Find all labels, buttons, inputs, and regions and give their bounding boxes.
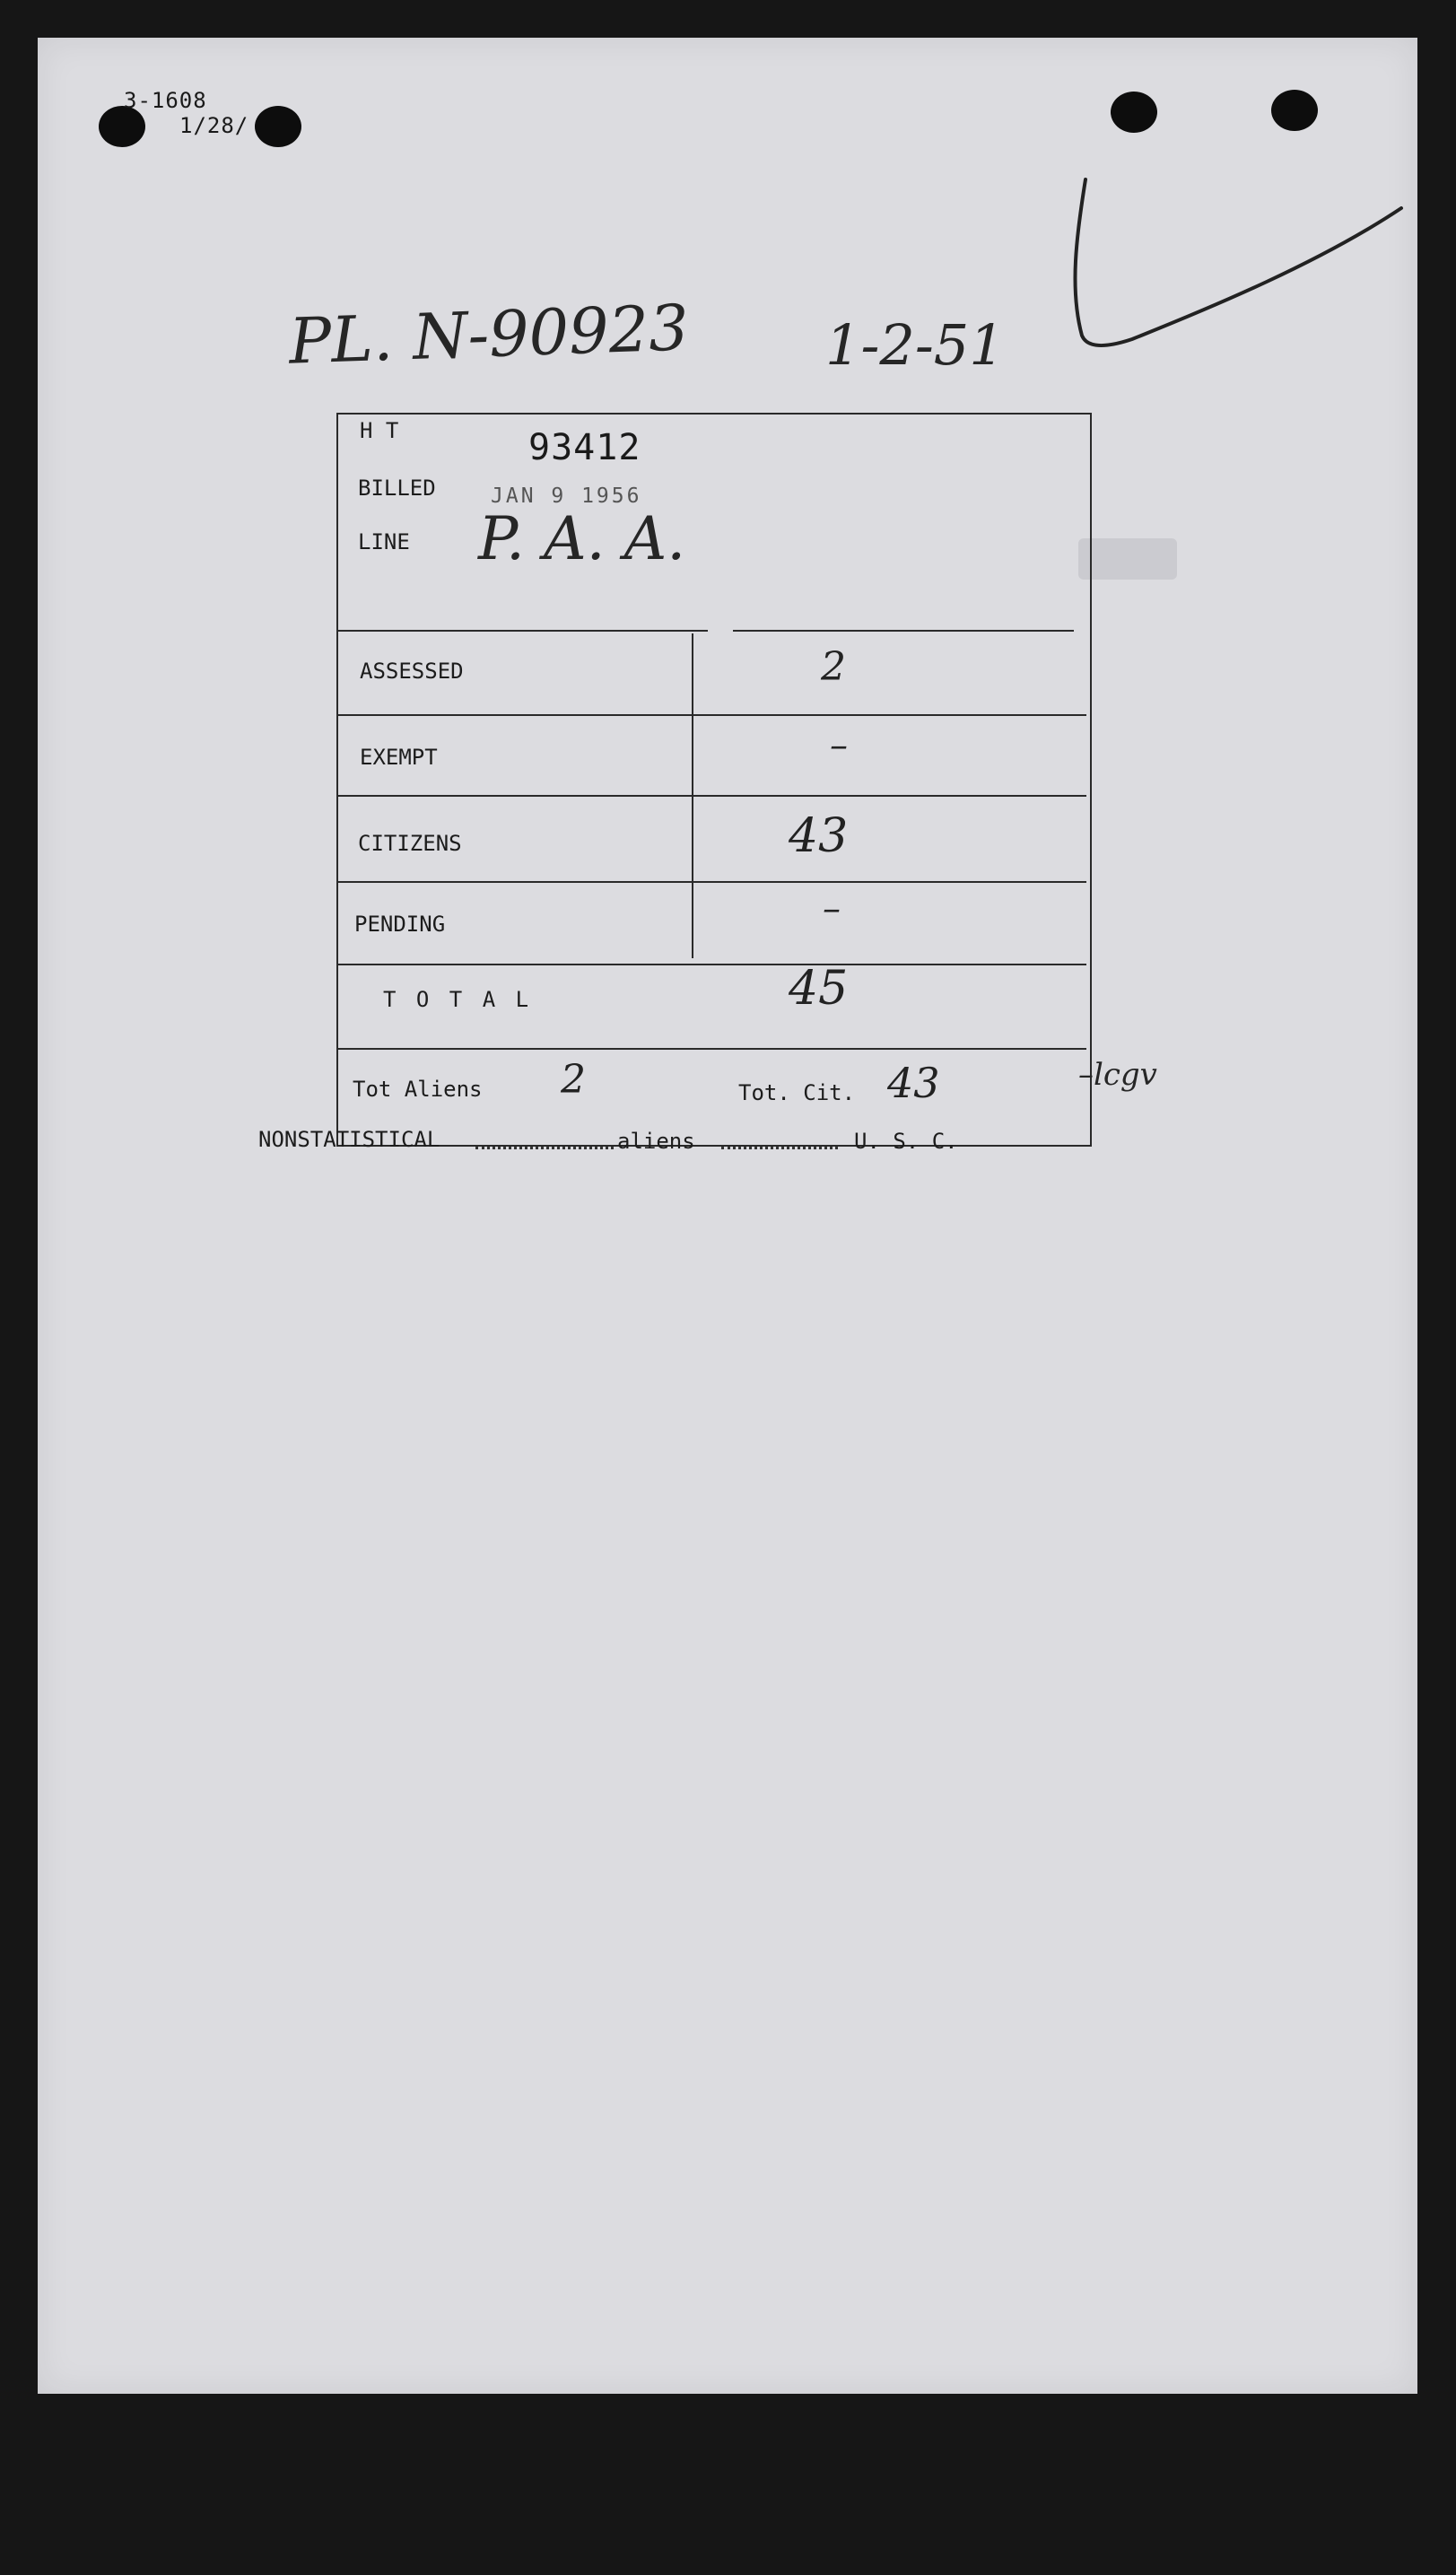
punch-hole	[1111, 92, 1157, 133]
total-label: T O T A L	[383, 987, 533, 1012]
aliens-label: aliens	[617, 1129, 695, 1154]
ht-label: H T	[360, 418, 399, 443]
row-divider	[338, 1048, 1086, 1050]
punch-hole	[255, 106, 301, 147]
tot-cit-value: 43	[887, 1059, 940, 1107]
divider	[733, 630, 1074, 632]
form-revision: 1/28/	[179, 113, 249, 138]
handwritten-date: 1-2-51	[825, 312, 1005, 378]
divider	[338, 630, 708, 632]
document-page	[38, 38, 1417, 2394]
exempt-label: EXEMPT	[360, 745, 438, 770]
margin-note: –lcgv	[1078, 1057, 1157, 1093]
tot-aliens-label: Tot Aliens	[353, 1077, 483, 1102]
usc-label: U. S. C.	[854, 1129, 958, 1154]
nonstatistical-label: NONSTATISTICAL	[258, 1127, 440, 1152]
assessed-value: 2	[821, 644, 846, 690]
file-number: PL. N-90923	[287, 291, 690, 379]
ht-number: 93412	[528, 427, 641, 468]
exempt-value: –	[830, 725, 848, 766]
row-divider	[338, 881, 1086, 883]
punch-hole	[1271, 90, 1318, 131]
aliens-blank	[721, 1147, 838, 1149]
nonstatistical-blank	[475, 1147, 614, 1149]
citizens-label: CITIZENS	[358, 831, 462, 856]
billed-stamp: JAN 9 1956	[491, 484, 642, 508]
line-value: P. A. A.	[478, 504, 686, 573]
form-number: 3-1608	[124, 88, 207, 113]
billed-label: BILLED	[358, 476, 436, 501]
check-mark	[1051, 172, 1410, 406]
row-divider	[338, 795, 1086, 797]
row-divider	[338, 964, 1086, 965]
assessed-label: ASSESSED	[360, 659, 464, 684]
pending-value: –	[823, 888, 841, 930]
citizens-value: 43	[789, 809, 849, 863]
pending-label: PENDING	[354, 912, 446, 937]
row-divider	[338, 714, 1086, 716]
line-label: LINE	[358, 529, 410, 554]
faint-mark	[1078, 538, 1177, 580]
manifest-tally-form	[336, 413, 1092, 1147]
total-value: 45	[789, 962, 849, 1016]
tot-cit-label: Tot. Cit.	[738, 1080, 856, 1105]
tot-aliens-value: 2	[561, 1057, 586, 1103]
